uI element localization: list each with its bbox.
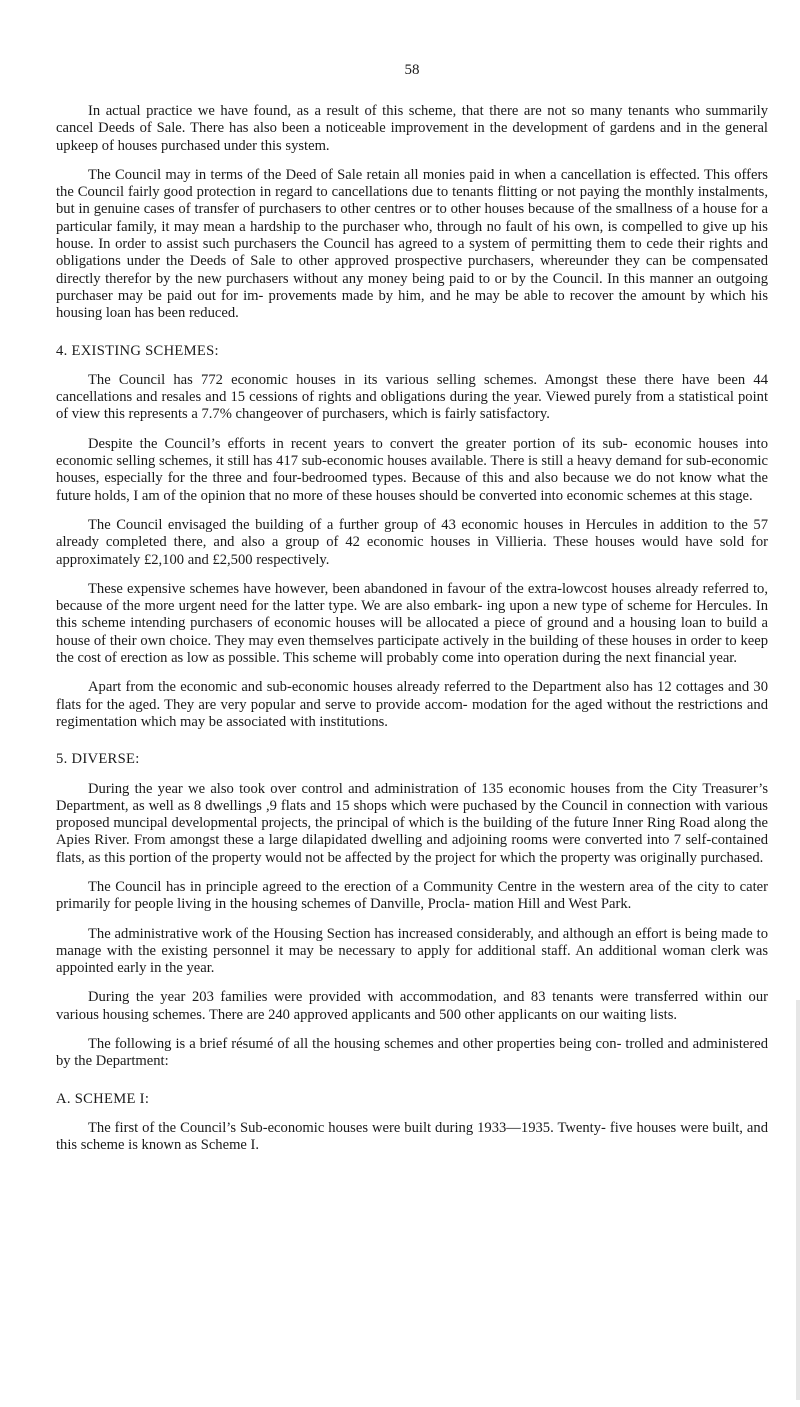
section-5-paragraph-4: During the year 203 families were provided with accommodation, and 83 tenants were transferred within our various housing schemes. There are 240 approved applicants and 500 other applicants on our waiting lists. [56,989,768,1023]
section-4-paragraph-5: Apart from the economic and sub-economic houses already referred to the Department also has 12 cottages and 30 flats for the aged. They are very popular and serve to provide accom- modation for the aged without the restrictions and regimentation which may be associated with institutions. [56,679,768,730]
section-a-heading: A. SCHEME I: [56,1090,150,1107]
section-4-paragraph-3: The Council envisaged the building of a further group of 43 economic houses in Hercules in addition to the 57 already completed there, and also a group of 42 economic houses in Villieria. These houses would have sold for approximately £2,100 and £2,500 respectively. [56,516,768,568]
section-5-heading: 5. DIVERSE: [56,751,140,768]
section-4-heading: 4. EXISTING SCHEMES: [56,342,219,359]
section-5-paragraph-3: The administrative work of the Housing Section has increased considerably, and although an effort is being made to manage with the existing personnel it may be necessary to apply for additional staff. An additional woman clerk was appointed early in the year. [56,925,768,977]
page-edge-shadow [796,1000,800,1400]
section-5-paragraph-2: The Council has in principle agreed to the erection of a Community Centre in the western area of the city to cater primarily for people living in the housing schemes of Danville, Procla- mation Hill and West Park. [56,878,768,913]
intro-paragraph-2: The Council may in terms of the Deed of Sale retain all monies paid in when a cancellation is effected. This offers the Council fairly good protection in regard to cancellations due to tenants flitting or not paying the monthly instalments, but in genuine cases of transfer of purchasers to other centres or to other houses because of the smallness of a house for a particular family, it may mean a hardship to the purchaser who, through no fault of his own, is compelled to give up his house. In order to assist such purchasers the Council has agreed to a system of permitting them to cede their rights and obligations under the Deeds of Sale to other approved prospective purchasers, whereunder they can be compensated directly therefor by the new purchasers without any money being paid to or by the Council. In this manner an outgoing purchaser may be paid out for im- provements made by him, and he may be able to recover the amount by which his housing loan has been reduced. [56,166,768,322]
section-5-paragraph-5: The following is a brief résumé of all the housing schemes and other properties being con- trolled and administered by the Department: [56,1036,768,1070]
section-5-paragraph-1: During the year we also took over control and administration of 135 economic houses from the City Treasurer’s Department, as well as 8 dwellings ,9 flats and 15 shops which were puchased by the Council in connection with various proposed muncipal developmental projects, the principal of which is the building of the future Inner Ring Road along the Apies River. From amongst these a large dilapidated dwelling and adjoining rooms were converted into 7 self-contained flats, as this portion of the property would not be affected by the project for which the property was originally purchased. [56,780,768,866]
section-a-paragraph-1: The first of the Council’s Sub-economic houses were built during 1933—1935. Twenty- five houses were built, and this scheme is known as Scheme I. [56,1119,768,1154]
page-number: 58 [404,62,420,78]
section-4-paragraph-4: These expensive schemes have however, been abandoned in favour of the extra-lowcost houses already referred to, because of the more urgent need for the latter type. We are also embark- ing upon a new type of scheme for Hercules. In this scheme intending purchasers of economic houses will be allocated a piece of ground and a housing loan to build a house of their own choice. They may even themselves participate actively in the building of these houses in order to keep the cost of erection as low as possible. This scheme will probably come into operation during the next financial year. [56,580,768,667]
intro-paragraph-1: In actual practice we have found, as a result of this scheme, that there are not so many tenants who summarily cancel Deeds of Sale. There has also been a noticeable improvement in the development of gardens and in the general upkeep of houses purchased under this system. [56,103,768,154]
section-4-paragraph-2: Despite the Council’s efforts in recent years to convert the greater portion of its sub- economic houses into economic selling schemes, it still has 417 sub-economic houses available. There is still a heavy demand for sub-economic houses, especially for the three and four-bedroomed types. Because of this and also because we do not know what the future holds, I am of the opinion that no more of these houses should be converted into economic schemes at this stage. [56,435,768,504]
section-4-paragraph-1: The Council has 772 economic houses in its various selling schemes. Amongst these there have been 44 cancellations and resales and 15 cessions of rights and obligations during the year. Viewed purely from a statistical point of view this represents a 7.7% changeover of purchasers, which is fairly satisfactory. [56,371,768,423]
